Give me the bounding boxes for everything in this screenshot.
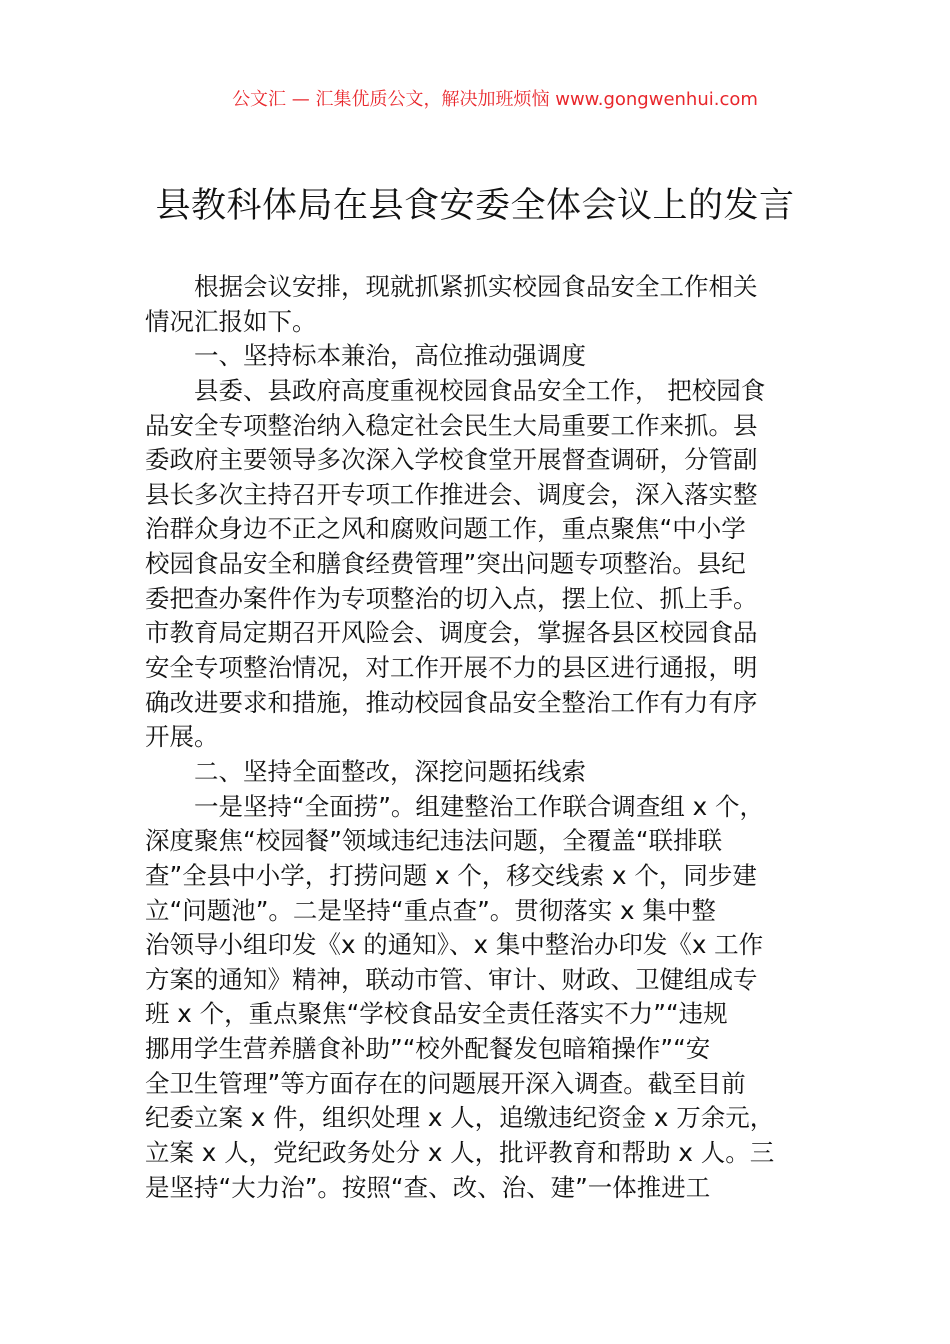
paragraph xyxy=(145,270,845,339)
text-line: 县委、县政府高度重视校园食品安全工作， 把校园食 xyxy=(194,375,766,405)
watermark-header: 公文汇 — 汇集优质公文，解决加班烦恼 www.gongwenhui.com xyxy=(232,89,758,110)
paragraph xyxy=(145,755,845,790)
text-line: 一、坚持标本兼治，高位推动强调度 xyxy=(194,341,586,371)
text-line: 委把查办案件作为专项整治的切入点，摆上位、抓上手。 xyxy=(145,583,758,613)
text-line: 是坚持“大力治”。按照“查、改、治、建”一体推进工 xyxy=(145,1172,711,1202)
text-line: 全卫生管理”等方面存在的问题展开深入调查。截至目前 xyxy=(145,1068,746,1098)
text-line: 品安全专项整治纳入稳定社会民生大局重要工作来抓。县 xyxy=(145,410,758,440)
text-line: 班 x 个，重点聚焦“学校食品安全责任落实不力”“违规 xyxy=(145,999,728,1029)
document-body xyxy=(145,270,845,1205)
text-line: 情况汇报如下。 xyxy=(145,306,317,336)
document-title: 县教科体局在县食安委全体会议上的发言 xyxy=(155,186,795,226)
text-line: 二、坚持全面整改，深挖问题拓线索 xyxy=(194,756,586,786)
text-line: 方案的通知》精神，联动市管、审计、财政、卫健组成专 xyxy=(145,964,758,994)
text-line: 立“问题池”。二是坚持“重点查”。贯彻落实 x 集中整 xyxy=(145,895,716,925)
text-line: 安全专项整治情况，对工作开展不力的县区进行通报，明 xyxy=(145,653,758,683)
paragraph xyxy=(145,339,845,374)
text-line: 治群众身边不正之风和腐败问题工作，重点聚焦“中小学 xyxy=(145,514,746,544)
text-line: 委政府主要领导多次深入学校食堂开展督查调研，分管副 xyxy=(145,445,758,475)
text-line: 根据会议安排，现就抓紧抓实校园食品安全工作相关 xyxy=(194,272,758,301)
text-line: 纪委立案 x 件，组织处理 x 人，追缴违纪资金 x 万余元， xyxy=(145,1103,775,1133)
text-line: 查”全县中小学，打捞问题 x 个，移交线索 x 个，同步建 xyxy=(145,860,757,890)
text-line: 开展。 xyxy=(145,722,219,752)
text-line: 立案 x 人，党纪政务处分 x 人，批评教育和帮助 x 人。三 xyxy=(145,1138,775,1168)
text-line: 市教育局定期召开风险会、调度会，掌握各县区校园食品 xyxy=(145,618,758,648)
text-line: 深度聚焦“校园餐”领域违纪违法问题，全覆盖“联排联 xyxy=(145,826,723,856)
text-line: 挪用学生营养膳食补助”“校外配餐发包暗箱操作”“安 xyxy=(145,1034,711,1064)
text-line: 县长多次主持召开专项工作推进会、调度会，深入落实整 xyxy=(145,479,758,509)
text-line: 校园食品安全和膳食经费管理”突出问题专项整治。县纪 xyxy=(145,549,746,579)
paragraph xyxy=(145,374,845,755)
text-line: 治领导小组印发《x 的通知》、x 集中整治办印发《x 工作 xyxy=(145,930,764,960)
paragraph xyxy=(145,790,845,1206)
text-line: 一是坚持“全面捞”。组建整治工作联合调查组 x 个， xyxy=(194,791,764,821)
text-line: 确改进要求和措施，推动校园食品安全整治工作有力有序 xyxy=(145,687,758,717)
